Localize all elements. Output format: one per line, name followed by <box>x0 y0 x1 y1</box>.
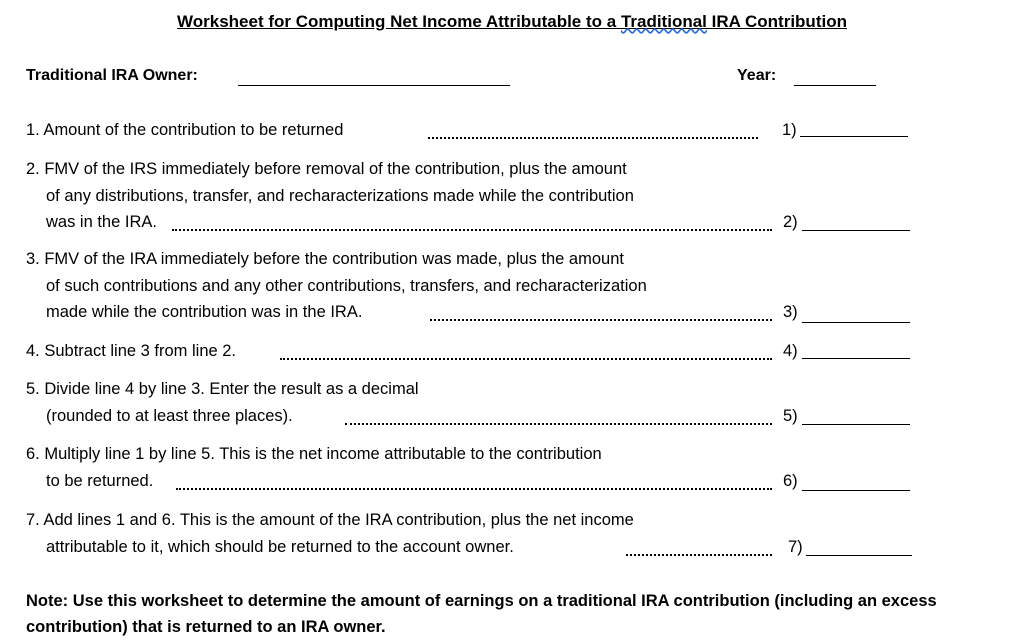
answer-blank-line[interactable] <box>802 358 910 359</box>
line-text: 3. FMV of the IRA immediately before the contribution was made, plus the amount <box>26 250 624 268</box>
answer-blank-line[interactable] <box>802 424 910 425</box>
answer-blank-line[interactable] <box>800 136 908 137</box>
line-text: 1. Amount of the contribution to be returned <box>26 121 344 139</box>
leader-dots <box>626 540 772 556</box>
line-text: 4. Subtract line 3 from line 2. <box>26 342 237 360</box>
owner-blank-line[interactable] <box>238 85 510 86</box>
line-text: 7. Add lines 1 and 6. This is the amount of the IRA contribution, plus the net income <box>26 511 634 529</box>
title-text: Worksheet for Computing Net Income Attributable to a <box>177 12 621 31</box>
year-label: Year: <box>737 67 777 84</box>
answer-blank-line[interactable] <box>802 322 910 323</box>
worksheet-line-1 <box>26 117 343 144</box>
answer-blank-line[interactable] <box>802 230 910 231</box>
title-spellcheck-word: Traditional <box>620 12 707 31</box>
line-number: 1) <box>782 121 797 139</box>
answer-blank-line[interactable] <box>806 555 912 556</box>
worksheet-line-7 <box>26 507 634 560</box>
leader-dots <box>345 409 772 425</box>
leader-dots <box>428 123 758 139</box>
worksheet-note: Note: Use this worksheet to determine the amount of earnings on a traditional IRA contribution (including an excess contribution) that is returned to an IRA owner. <box>26 592 937 636</box>
owner-year-row <box>26 67 1024 89</box>
line-text: of any distributions, transfer, and recharacterizations made while the contribution <box>46 186 634 205</box>
line-text: 5. Divide line 4 by line 3. Enter the result as a decimal <box>26 380 419 398</box>
line-text: was in the IRA. <box>46 213 157 231</box>
line-number: 6) <box>783 472 798 490</box>
leader-dots <box>280 344 772 360</box>
title-text-end: IRA Contribution <box>706 12 847 31</box>
owner-label: Traditional IRA Owner: <box>26 67 198 84</box>
line-text: of such contributions and any other contributions, transfers, and recharacterization <box>46 276 647 295</box>
line-number: 3) <box>783 303 798 321</box>
line-number: 2) <box>783 213 798 231</box>
line-text: 6. Multiply line 1 by line 5. This is the net income attributable to the contribution <box>26 445 602 463</box>
line-number: 5) <box>783 407 798 425</box>
line-text: attributable to it, which should be returned to the account owner. <box>46 537 514 556</box>
answer-blank-line[interactable] <box>802 490 910 491</box>
line-number: 7) <box>788 538 803 556</box>
leader-dots <box>430 305 772 321</box>
line-text: (rounded to at least three places). <box>46 406 293 425</box>
leader-dots <box>176 474 772 490</box>
line-text: 2. FMV of the IRS immediately before removal of the contribution, plus the amount <box>26 160 627 178</box>
worksheet-line-4 <box>26 338 236 365</box>
year-blank-line[interactable] <box>794 85 876 86</box>
line-text: made while the contribution was in the IRA. <box>46 303 363 321</box>
leader-dots <box>172 215 772 231</box>
line-number: 4) <box>783 342 798 360</box>
worksheet-title <box>0 12 1024 32</box>
line-text: to be returned. <box>46 471 154 490</box>
